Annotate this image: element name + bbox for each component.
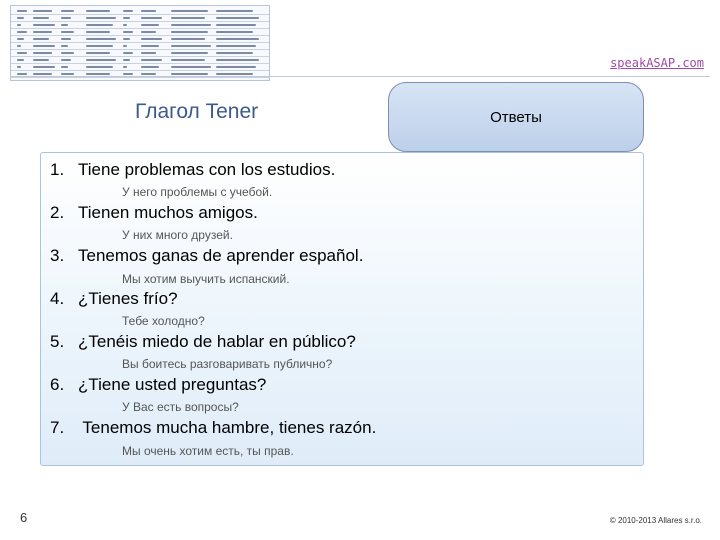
answer-6: У Вас есть вопросы? bbox=[122, 400, 239, 414]
thumbnail-cell-mark bbox=[171, 17, 205, 19]
thumbnail-cell-mark bbox=[216, 31, 253, 33]
thumbnail-cell-mark bbox=[171, 10, 208, 12]
thumbnail-cell-mark bbox=[171, 66, 211, 68]
question-number: 1. bbox=[50, 160, 65, 179]
question-3 bbox=[50, 246, 363, 266]
thumbnail-cell-mark bbox=[216, 66, 256, 68]
answer-4: Тебе холодно? bbox=[122, 314, 205, 328]
thumbnail-cell-mark bbox=[216, 10, 253, 12]
question-number: 2. bbox=[50, 203, 65, 222]
thumbnail-cell-mark bbox=[61, 66, 68, 68]
question-text: Tenemos ganas de aprender español. bbox=[78, 246, 364, 265]
thumbnail-cell-mark bbox=[33, 45, 55, 47]
thumbnail-cell-mark bbox=[61, 45, 68, 47]
thumbnail-cell-mark bbox=[86, 24, 113, 26]
thumbnail-cell-mark bbox=[86, 52, 110, 54]
thumbnail-cell-mark bbox=[86, 31, 110, 33]
thumbnail-row-line bbox=[11, 14, 269, 15]
thumbnail-cell-mark bbox=[141, 31, 156, 33]
thumbnail-cell-mark bbox=[33, 52, 52, 54]
question-7 bbox=[50, 418, 376, 438]
thumbnail-cell-mark bbox=[86, 73, 110, 75]
thumbnail-cell-mark bbox=[123, 38, 130, 40]
answer-1: У него проблемы с учебой. bbox=[122, 185, 273, 199]
copyright-notice: © 2010-2013 Allares s.r.o. bbox=[609, 516, 702, 525]
thumbnail-cell-mark bbox=[216, 24, 256, 26]
thumbnail-row-line bbox=[11, 56, 269, 57]
thumbnail-cell-mark bbox=[216, 73, 253, 75]
thumbnail-cell-mark bbox=[86, 17, 116, 19]
thumbnail-cell-mark bbox=[33, 59, 49, 61]
question-number: 7. bbox=[50, 418, 65, 437]
thumbnail-cell-mark bbox=[86, 59, 116, 61]
thumbnail-cell-mark bbox=[123, 24, 127, 26]
question-2 bbox=[50, 203, 258, 223]
thumbnail-cell-mark bbox=[17, 24, 21, 26]
slide-title: Глагол Tener bbox=[135, 100, 259, 123]
thumbnail-cell-mark bbox=[123, 45, 127, 47]
thumbnail-cell-mark bbox=[171, 45, 211, 47]
thumbnail-cell-mark bbox=[17, 17, 24, 19]
question-text: Tiene problemas con los estudios. bbox=[78, 160, 336, 179]
thumbnail-cell-mark bbox=[123, 10, 133, 12]
thumbnail-row-line bbox=[11, 70, 269, 71]
thumbnail-cell-mark bbox=[61, 10, 74, 12]
thumbnail-cell-mark bbox=[86, 10, 110, 12]
table-thumbnail-image bbox=[10, 5, 270, 81]
thumbnail-cell-mark bbox=[61, 24, 68, 26]
question-number: 5. bbox=[50, 332, 65, 351]
thumbnail-cell-mark bbox=[171, 31, 208, 33]
thumbnail-cell-mark bbox=[141, 59, 162, 61]
thumbnail-cell-mark bbox=[17, 38, 24, 40]
thumbnail-cell-mark bbox=[33, 17, 49, 19]
thumbnail-row-line bbox=[11, 63, 269, 64]
thumbnail-row-line bbox=[11, 42, 269, 43]
thumbnail-cell-mark bbox=[216, 38, 259, 40]
thumbnail-cell-mark bbox=[17, 59, 24, 61]
question-text: ¿Tienes frío? bbox=[78, 289, 178, 308]
thumbnail-cell-mark bbox=[171, 24, 211, 26]
question-6 bbox=[50, 375, 266, 395]
thumbnail-cell-mark bbox=[216, 59, 259, 61]
question-5 bbox=[50, 332, 356, 352]
question-number: 4. bbox=[50, 289, 65, 308]
thumbnail-cell-mark bbox=[61, 59, 71, 61]
thumbnail-cell-mark bbox=[61, 73, 74, 75]
question-text: Tienen muchos amigos. bbox=[78, 203, 258, 222]
thumbnail-cell-mark bbox=[123, 31, 133, 33]
thumbnail-cell-mark bbox=[141, 66, 159, 68]
question-text: Tenemos mucha hambre, tienes razón. bbox=[78, 418, 377, 437]
thumbnail-cell-mark bbox=[216, 45, 256, 47]
answers-button[interactable]: Ответы bbox=[388, 82, 644, 152]
thumbnail-cell-mark bbox=[141, 45, 159, 47]
thumbnail-cell-mark bbox=[171, 38, 205, 40]
page-number: 6 bbox=[20, 510, 28, 525]
thumbnail-cell-mark bbox=[61, 38, 71, 40]
thumbnail-cell-mark bbox=[86, 38, 116, 40]
thumbnail-row-line bbox=[11, 21, 269, 22]
answer-2: У них много друзей. bbox=[122, 228, 233, 242]
question-number: 6. bbox=[50, 375, 65, 394]
thumbnail-cell-mark bbox=[216, 17, 259, 19]
thumbnail-cell-mark bbox=[171, 73, 208, 75]
thumbnail-row-line bbox=[11, 35, 269, 36]
thumbnail-cell-mark bbox=[123, 52, 133, 54]
thumbnail-row-line bbox=[11, 28, 269, 29]
question-4 bbox=[50, 289, 178, 309]
thumbnail-cell-mark bbox=[33, 31, 52, 33]
thumbnail-cell-mark bbox=[141, 24, 159, 26]
thumbnail-cell-mark bbox=[33, 10, 52, 12]
thumbnail-cell-mark bbox=[141, 10, 156, 12]
header-divider bbox=[10, 76, 710, 77]
question-1 bbox=[50, 160, 335, 180]
thumbnail-cell-mark bbox=[141, 17, 162, 19]
thumbnail-cell-mark bbox=[171, 59, 205, 61]
thumbnail-cell-mark bbox=[17, 10, 27, 12]
thumbnail-cell-mark bbox=[17, 66, 21, 68]
answer-3: Мы хотим выучить испанский. bbox=[122, 272, 290, 286]
thumbnail-cell-mark bbox=[17, 31, 27, 33]
thumbnail-cell-mark bbox=[171, 52, 208, 54]
question-text: ¿Tiene usted preguntas? bbox=[78, 375, 267, 394]
thumbnail-cell-mark bbox=[86, 45, 113, 47]
thumbnail-row-line bbox=[11, 77, 269, 78]
thumbnail-cell-mark bbox=[17, 73, 27, 75]
answer-5: Вы боитесь разговаривать публично? bbox=[122, 357, 333, 371]
brand-link[interactable]: speakASAP.com bbox=[610, 56, 704, 70]
thumbnail-cell-mark bbox=[123, 66, 127, 68]
thumbnail-cell-mark bbox=[33, 24, 55, 26]
thumbnail-cell-mark bbox=[86, 66, 113, 68]
thumbnail-cell-mark bbox=[33, 73, 52, 75]
question-number: 3. bbox=[50, 246, 65, 265]
thumbnail-cell-mark bbox=[61, 17, 71, 19]
thumbnail-cell-mark bbox=[141, 73, 156, 75]
thumbnail-row-line bbox=[11, 49, 269, 50]
thumbnail-cell-mark bbox=[33, 66, 55, 68]
thumbnail-cell-mark bbox=[123, 17, 130, 19]
thumbnail-cell-mark bbox=[61, 31, 74, 33]
thumbnail-cell-mark bbox=[123, 73, 133, 75]
thumbnail-cell-mark bbox=[17, 45, 21, 47]
thumbnail-cell-mark bbox=[141, 52, 156, 54]
thumbnail-cell-mark bbox=[33, 38, 49, 40]
thumbnail-cell-mark bbox=[17, 52, 27, 54]
thumbnail-cell-mark bbox=[61, 52, 74, 54]
thumbnail-cell-mark bbox=[123, 59, 130, 61]
answer-7: Мы очень хотим есть, ты прав. bbox=[122, 444, 294, 458]
thumbnail-cell-mark bbox=[216, 52, 253, 54]
thumbnail-cell-mark bbox=[141, 38, 162, 40]
question-text: ¿Tenéis miedo de hablar en público? bbox=[78, 332, 356, 351]
